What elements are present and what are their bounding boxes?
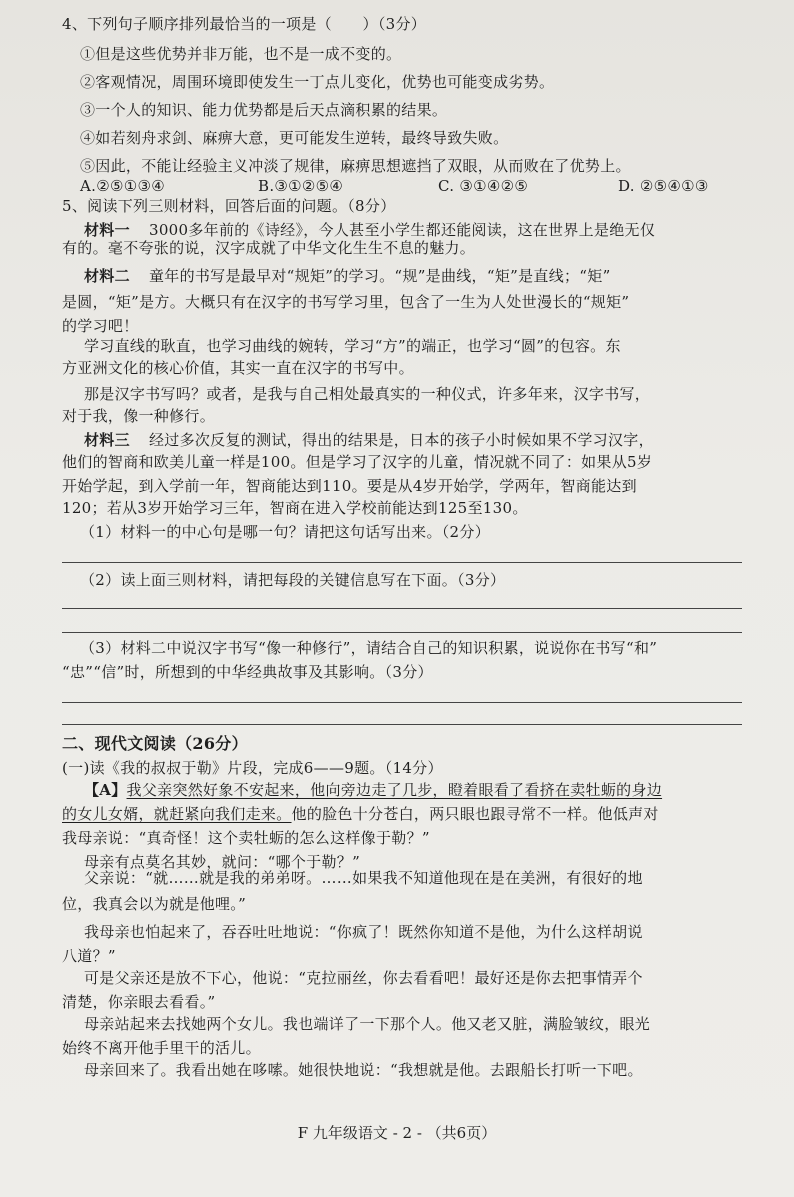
passage-para-5-line-1: 可是父亲还是放不下心，他说：“克拉丽丝，你去看看吧！最好还是你去把事情弄个 [84, 969, 643, 987]
material-1-line-1: 3000多年前的《诗经》，今人甚至小学生都还能阅读，这在世界上是绝无仅 [148, 221, 656, 239]
passage-para-4-line-1: 我母亲也怕起来了，吞吞吐吐地说：“你疯了！既然你知道不是他，为什么这样胡说 [84, 923, 643, 941]
passage-para-7: 母亲回来了。我看出她在哆嗦。她很快地说：“我想就是他。去跟船长打听一下吧。 [84, 1061, 643, 1079]
material-3-line-2: 他们的智商和欧美儿童一样是100。但是学习了汉字的儿童，情况就不同了：如果从5岁 [62, 453, 653, 471]
material-2-line-1: 童年的书写是最早对“规矩”的学习。“规”是曲线，“矩”是直线；“矩” [148, 267, 611, 285]
material-2-line-2: 是圆，“矩”是方。大概只有在汉字的书写学习里，包含了一生为人处世漫长的“规矩” [62, 293, 630, 311]
passage-para-3-line-2: 位，我真会以为就是他哩。” [62, 895, 247, 913]
material-1 [84, 220, 655, 240]
q5-stem: 5、阅读下列三则材料，回答后面的问题。（8分） [62, 197, 396, 215]
passage-text: 他的脸色十分苍白，两只眼也跟寻常不一样。他低声对 [291, 805, 659, 823]
material-2-line-5: 方亚洲文化的核心价值，其实一直在汉字的书写中。 [62, 359, 414, 377]
page-footer: F 九年级语文 - 2 - （共6页） [297, 1124, 497, 1142]
q5-sub-question-3-line-1: （3）材料二中说汉字书写“像一种修行”，请结合自己的知识积累，说说你在书写“和” [80, 639, 658, 657]
material-2-label: 材料二 [84, 267, 130, 285]
passage-para-6-line-2: 始终不离开他手里干的活儿。 [62, 1039, 261, 1057]
answer-line [62, 608, 742, 609]
q4-stem: 4、下列句子顺序排列最恰当的一项是（ ）（3分） [62, 15, 427, 33]
answer-line [62, 702, 742, 703]
q5-sub-question-2: （2）读上面三则材料，请把每段的关键信息写在下面。（3分） [80, 571, 506, 589]
q4-option-b: B.③①②⑤④ [258, 177, 344, 195]
q4-option-c: C. ③①④②⑤ [438, 177, 529, 195]
passage-para-1-line-3: 我母亲说：“真奇怪！这个卖牡蛎的怎么这样像于勒？” [62, 829, 430, 847]
q5-sub-question-1: （1）材料一的中心句是哪一句？请把这句话写出来。（2分） [80, 523, 490, 541]
material-2-line-6: 那是汉字书写吗？或者，是我与自己相处最真实的一种仪式，许多年来，汉字书写， [84, 385, 651, 403]
answer-line [62, 562, 742, 563]
material-1-label: 材料一 [84, 221, 130, 239]
material-2-line-3: 的学习吧！ [62, 317, 139, 335]
answer-line [62, 724, 742, 725]
passage-para-6-line-1: 母亲站起来去找她两个女儿。我也端详了一下那个人。他又老又脏，满脸皱纹，眼光 [84, 1015, 651, 1033]
material-2 [84, 266, 611, 286]
answer-line [62, 632, 742, 633]
section-2-title: 二、现代文阅读（26分） [62, 734, 248, 753]
passage-para-5-line-2: 清楚，你亲眼去看看。” [62, 993, 216, 1011]
q4-sentence-5: ⑤因此，不能让经验主义冲淡了规律，麻痹思想遮挡了双眼，从而败在了优势上。 [80, 157, 631, 175]
underlined-sentence: 我父亲突然好象不安起来，他向旁边走了几步，瞪着眼看了看挤在卖牡蛎的身边 [126, 781, 663, 799]
passage-a-tag: 【A】 [84, 781, 127, 799]
q4-sentence-2: ②客观情况，周围环境即使发生一丁点儿变化，优势也可能变成劣势。 [80, 73, 555, 91]
q4-option-a: A.②⑤①③④ [80, 177, 165, 195]
material-3-line-1: 经过多次反复的测试，得出的结果是，日本的孩子小时候如果不学习汉字， [148, 431, 654, 449]
q5-sub-question-3-line-2: “忠”“信”时，所想到的中华经典故事及其影响。（3分） [62, 663, 433, 681]
passage-para-3-line-1: 父亲说：“就……就是我的弟弟呀。……如果我不知道他现在是在美洲，有很好的地 [84, 869, 643, 887]
material-3-label: 材料三 [84, 431, 130, 449]
underlined-sentence-end: 的女儿女婿，就赶紧向我们走来。 [62, 805, 292, 823]
passage-para-4-line-2: 八道？” [62, 947, 116, 965]
section-2-part-1-heading: (一)读《我的叔叔于勒》片段，完成6——9题。（14分） [62, 759, 443, 777]
q4-sentence-3: ③一个人的知识、能力优势都是后天点滴积累的结果。 [80, 101, 448, 119]
passage-para-1-line-1 [84, 780, 662, 800]
material-3-line-4: 120；若从3岁开始学习三年，智商在进入学校前能达到125至130。 [62, 499, 528, 517]
material-3-line-3: 开始学起，到入学前一年，智商能达到110。要是从4岁开始学，学两年，智商能达到 [62, 477, 637, 495]
material-2-line-7: 对于我，像一种修行。 [62, 407, 216, 425]
material-3 [84, 430, 654, 450]
passage-para-1-line-2 [62, 804, 659, 824]
material-1-line-2: 有的。毫不夸张的说，汉字成就了中华文化生生不息的魅力。 [62, 239, 476, 257]
q4-sentence-1: ①但是这些优势并非万能，也不是一成不变的。 [80, 45, 402, 63]
material-2-line-4: 学习直线的耿直，也学习曲线的婉转，学习“方”的端正，也学习“圆”的包容。东 [84, 337, 621, 355]
q4-option-d: D. ②⑤④①③ [618, 177, 709, 195]
q4-sentence-4: ④如若刻舟求剑、麻痹大意，更可能发生逆转，最终导致失败。 [80, 129, 509, 147]
passage-para-2: 母亲有点莫名其妙，就问：“哪个于勒？” [84, 853, 361, 871]
